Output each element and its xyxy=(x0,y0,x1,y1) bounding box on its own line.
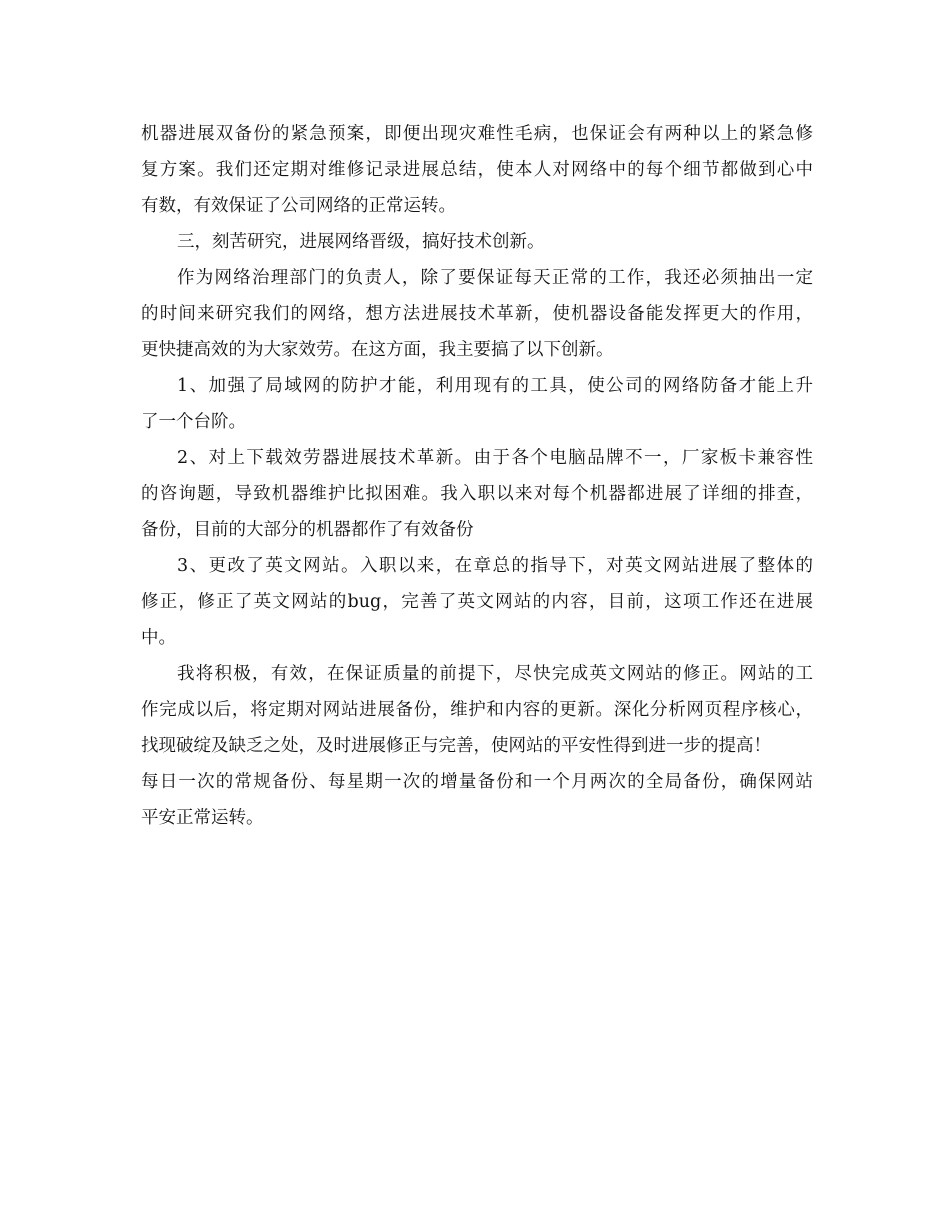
list-item-3-line: 3、更改了英文网站。入职以来，在章总的指导下，对英文网站进展了整体的 xyxy=(177,556,813,576)
section-heading: 三，刻苦研究，进展网络晋级，搞好技术创新。 xyxy=(177,232,545,252)
text-line: 我将积极，有效，在保证质量的前提下，尽快完成英文网站的修正。网站的工 xyxy=(177,664,813,684)
text-line: 的时间来研究我们的网络，想方法进展技术革新，使机器设备能发挥更大的作用， xyxy=(141,304,813,324)
text-line: 每日一次的常规备份、每星期一次的增量备份和一个月两次的全局备份，确保网站 xyxy=(141,772,813,792)
document-body xyxy=(141,116,813,836)
list-item-2-line: 备份，目前的大部分的机器都作了有效备份 xyxy=(141,520,474,540)
text-line: 复方案。我们还定期对维修记录进展总结，使本人对网络中的每个细节都做到心中 xyxy=(141,160,813,180)
text-line: 找现破绽及缺乏之处，及时进展修正与完善，使网站的平安性得到进一步的提高！ xyxy=(141,736,771,756)
list-item-1-line: 了一个台阶。 xyxy=(141,412,246,432)
list-item-2-line: 的咨询题，导致机器维护比拟困难。我入职以来对每个机器都进展了详细的排查， xyxy=(141,484,813,504)
text-line: 机器进展双备份的紧急预案，即便出现灾难性毛病，也保证会有两种以上的紧急修 xyxy=(141,124,813,144)
list-item-3-line: 中。 xyxy=(141,628,176,648)
list-item-2-line: 2、对上下载效劳器进展技术革新。由于各个电脑品牌不一，厂家板卡兼容性 xyxy=(177,448,813,468)
list-item-3-line: 修正，修正了英文网站的bug，完善了英文网站的内容，目前，这项工作还在进展 xyxy=(141,592,813,612)
text-line: 平安正常运转。 xyxy=(141,808,264,828)
text-line: 有数，有效保证了公司网络的正常运转。 xyxy=(141,196,456,216)
text-line: 作完成以后，将定期对网站进展备份，维护和内容的更新。深化分析网页程序核心， xyxy=(141,700,813,720)
text-line: 作为网络治理部门的负责人，除了要保证每天正常的工作，我还必须抽出一定 xyxy=(177,268,813,288)
text-line: 更快捷高效的为大家效劳。在这方面，我主要搞了以下创新。 xyxy=(141,340,614,360)
list-item-1-line: 1、加强了局域网的防护才能，利用现有的工具，使公司的网络防备才能上升 xyxy=(177,376,813,396)
